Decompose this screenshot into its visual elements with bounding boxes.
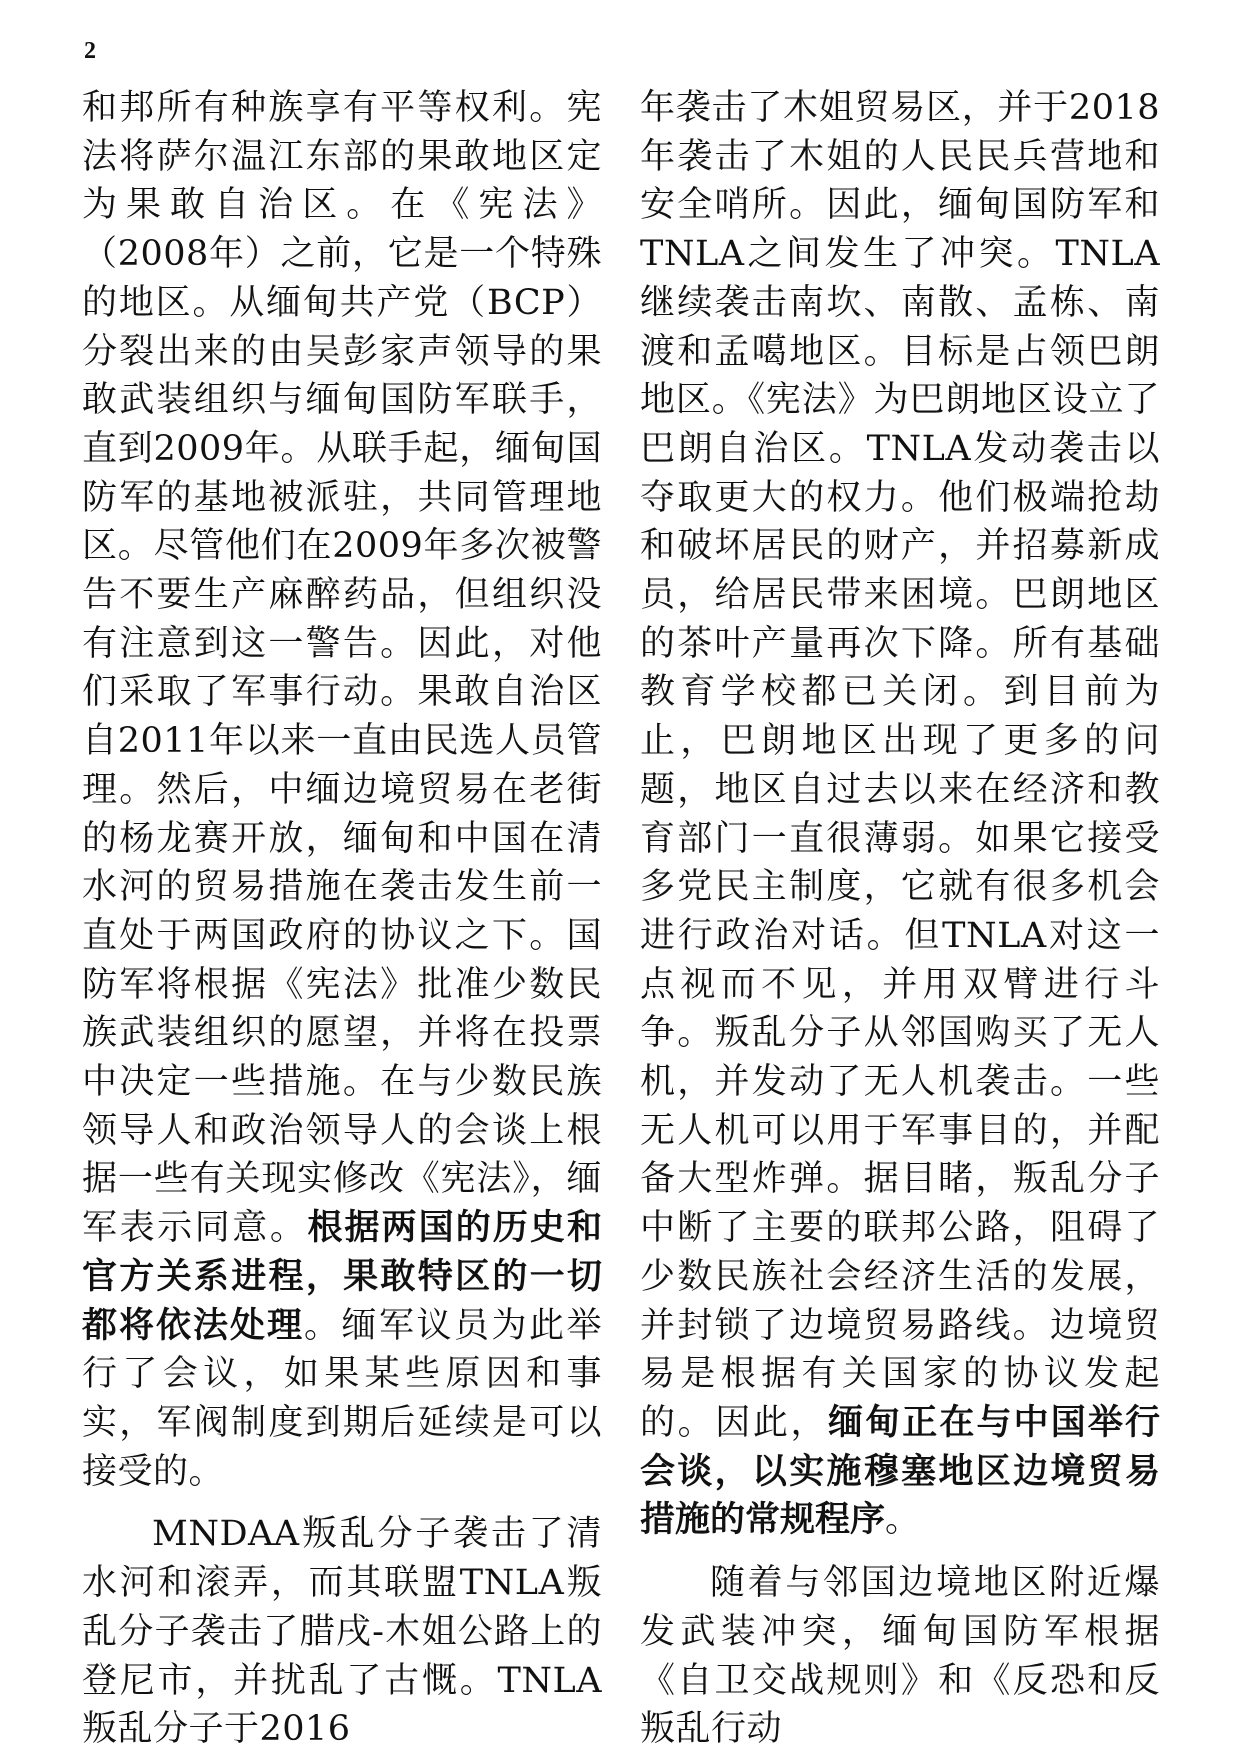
paragraph — [640, 84, 1160, 1545]
bold-highlight-text: 根据两国的历史和官方关系进程，果敢特区的一切都将依法处理 — [82, 1208, 602, 1346]
paragraph-text: 。缅军议员为此举行了会议，如果某些原因和事实，军阀制度到期后延续是可以接受的。 — [82, 1305, 602, 1492]
right-column — [640, 84, 1160, 1754]
left-column — [82, 84, 602, 1754]
paragraph: MNDAA叛乱分子袭击了清水河和滚弄，而其联盟TNLA叛乱分子袭击了腊戌-木姐公路上的登尼市，并扰乱了古慨。TNLA叛乱分子于2016 — [82, 1514, 602, 1750]
paragraph-text: 和邦所有种族享有平等权利。宪法将萨尔温江东部的果敢地区定为果敢自治区。在《宪法》（2008年）之前，它是一个特殊的地区。从缅甸共产党（BCP）分裂出来的由吴彭家声领导的果敢武装组织与缅甸国防军联手，直到2009年。从联手起，缅甸国防军的基地被派驻，共同管理地区。尽管他们在2009年多次被警告不要生产麻醉药品，但组织没有注意到这一警告。因此，对他们采取了军事行动。果敢自治区自2011年以来一直由民选人员管理。然后，中缅边境贸易在老街的杨龙赛开放，缅甸和中国在清水河的贸易措施在袭击发生前一直处于两国政府的协议之下。国防军将根据《宪法》批准少数民族武装组织的愿望，并将在投票中决定一些措施。在与少数民族领导人和政治领导人的会谈上根据一些有关现实修改《宪法》，缅军表示同意。 — [82, 88, 602, 1249]
paragraph-text: 年袭击了木姐贸易区，并于2018年袭击了木姐的人民民兵营地和安全哨所。因此，缅甸国防军和TNLA之间发生了冲突。TNLA继续袭击南坎、南散、孟栋、南渡和孟噶地区。目标是占领巴朗地区。《宪法》为巴朗地区设立了巴朗自治区。TNLA发动袭击以夺取更大的权力。他们极端抢劫和破坏居民的财产，并招募新成员，给居民带来困境。巴朗地区的茶叶产量再次下降。所有基础教育学校都已关闭。到目前为止，巴朗地区出现了更多的问题，地区自过去以来在经济和教育部门一直很薄弱。如果它接受多党民主制度，它就有很多机会进行政治对话。但TNLA对这一点视而不见，并用双臂进行斗争。叛乱分子从邻国购买了无人机，并发动了无人机袭击。一些无人机可以用于军事目的，并配备大型炸弹。据目睹，叛乱分子中断了主要的联邦公路，阻碍了少数民族社会经济生活的发展，并封锁了边境贸易路线。边境贸易是根据有关国家的协议发起的。因此， — [640, 88, 1160, 1443]
page-number: 2 — [84, 38, 96, 64]
paragraph-text: 。 — [885, 1500, 921, 1541]
paragraph — [82, 84, 602, 1496]
bold-highlight-text: 缅甸正在与中国举行会谈，以实施穆塞地区边境贸易措施的常规程序 — [640, 1402, 1160, 1541]
paragraph: 随着与邻国边境地区附近爆发武装冲突，缅甸国防军根据《自卫交战规则》和《反恐和反叛乱行动 — [640, 1563, 1160, 1750]
